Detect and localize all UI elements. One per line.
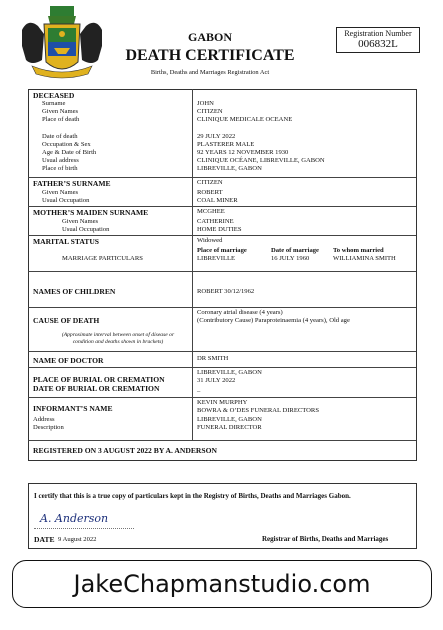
mother-occupation-label: Usual Occupation [62, 226, 110, 233]
divider [28, 206, 416, 207]
place-of-marriage-header: Place of marriage [197, 247, 247, 254]
registration-box [336, 27, 420, 53]
country-name: GABON [187, 30, 232, 44]
father-heading: FATHER’S SURNAME [33, 179, 111, 188]
deceased-given-names-value: CITIZEN [197, 108, 223, 115]
mother-occupation-value: HOME DUTIES [197, 226, 242, 233]
divider [28, 271, 416, 272]
burial-place-value: LIBREVILLE, GABON [197, 369, 262, 376]
informant-description-value: FUNERAL DIRECTOR [197, 424, 262, 431]
burial-date-value: 31 JULY 2022 [197, 377, 236, 384]
divider [28, 307, 416, 308]
mother-heading: MOTHER’S MAIDEN SURNAME [33, 208, 149, 217]
usual-address-label: Usual address [42, 157, 79, 164]
to-whom-married-value: WILLIAMINA SMITH [333, 255, 396, 262]
coat-of-arms-icon [14, 4, 110, 82]
cause-line-1: Coronary atrial disease (4 years) [197, 309, 283, 316]
occupation-sex-value: PLASTERER MALE [197, 141, 255, 148]
divider [28, 397, 416, 398]
informant-heading: INFORMANT’S NAME [33, 404, 113, 413]
date-of-death-value: 29 JULY 2022 [197, 133, 236, 140]
deceased-given-names-label: Given Names [42, 108, 79, 115]
divider [28, 367, 416, 368]
children-heading: NAMES OF CHILDREN [33, 287, 116, 296]
registrar-signature: A. Anderson [40, 512, 109, 525]
watermark-banner: JakeChapmanstudio.com [12, 560, 432, 608]
certify-date-value: 9 August 2022 [58, 536, 97, 543]
cause-line-2: (Contributory Cause) Paraproteinaemia (4 years), Old age [197, 317, 350, 324]
divider [28, 351, 416, 352]
date-of-marriage-value: 16 JULY 1960 [271, 255, 310, 262]
father-given-names-value: ROBERT [197, 189, 223, 196]
registration-number: 006832L [358, 38, 398, 50]
column-divider [192, 89, 193, 440]
date-of-marriage-header: Date of marriage [271, 247, 319, 254]
marital-status-heading: MARITAL STATUS [33, 237, 100, 246]
certify-date-label: DATE [34, 535, 55, 544]
cause-note: (Approximate interval between onset of disease or condition and deaths shown in brackets) [61, 332, 175, 345]
date-of-death-label: Date of death [42, 133, 78, 140]
place-of-birth-label: Place of birth [42, 165, 78, 172]
marriage-particulars-label: MARRIAGE PARTICULARS [62, 255, 143, 262]
place-of-death-value: CLINIQUE MEDICALE OCEANE [197, 116, 293, 123]
registrar-title: Registrar of Births, Deaths and Marriages [262, 535, 389, 543]
document-title: DEATH CERTIFICATE [125, 47, 295, 64]
informant-description-label: Description [33, 424, 64, 431]
doctor-value: DR SMITH [197, 355, 229, 362]
father-occupation-label: Usual Occupation [42, 197, 90, 204]
cause-of-death-heading: CAUSE OF DEATH [33, 316, 100, 325]
mother-given-names-label: Given Names [62, 218, 99, 225]
deceased-surname-value: JOHN [197, 100, 214, 107]
father-occupation-value: COAL MINER [197, 197, 238, 204]
deceased-surname-label: Surname [42, 100, 66, 107]
mother-surname-value: MCGHEE [197, 208, 225, 215]
mother-given-names-value: CATHERINE [197, 218, 234, 225]
burial-dash: – [197, 388, 201, 395]
informant-company-value: BOWRA & O’DES FUNERAL DIRECTORS [197, 407, 319, 414]
informant-address-label: Address [33, 416, 55, 423]
place-of-marriage-value: LIBREVILLE [197, 255, 236, 262]
deceased-heading: DECEASED [33, 91, 75, 100]
usual-address-value: CLINIQUE OCÉANE, LIBREVILLE, GABON [197, 157, 325, 164]
informant-address-value: LIBREVILLE, GABON [197, 416, 262, 423]
to-whom-married-header: To whom married [333, 247, 384, 254]
document-subtitle: Births, Deaths and Marriages Registration Act [150, 69, 270, 76]
doctor-heading: NAME OF DOCTOR [33, 356, 104, 365]
burial-place-heading: PLACE OF BURIAL OR CREMATION [33, 375, 165, 384]
marital-status-value: Widowed [197, 237, 223, 244]
certify-statement: I certify that this is a true copy of particulars kept in the Registry of Births, Deaths and Marriages Gabon. [34, 492, 351, 500]
occupation-sex-label: Occupation & Sex [42, 141, 91, 148]
children-value: ROBERT 30/12/1962 [197, 288, 255, 295]
divider [28, 177, 416, 178]
father-given-names-label: Given Names [42, 189, 79, 196]
divider [28, 440, 416, 441]
burial-date-heading: DATE OF BURIAL OR CREMATION [33, 384, 160, 393]
registered-statement: REGISTERED ON 3 AUGUST 2022 BY A. ANDERSON [33, 446, 217, 455]
informant-name-value: KEVIN MURPHY [197, 399, 248, 406]
place-of-birth-value: LIBREVILLE, GABON [197, 165, 262, 172]
father-surname-value: CITIZEN [197, 179, 223, 186]
place-of-death-label: Place of death [42, 116, 80, 123]
age-dob-value: 92 YEARS 12 NOVEMBER 1930 [197, 149, 289, 156]
divider [28, 235, 416, 236]
age-dob-label: Age & Date of Birth [42, 149, 97, 156]
registration-label: Registration Number [344, 29, 412, 38]
signature-line [34, 528, 134, 529]
